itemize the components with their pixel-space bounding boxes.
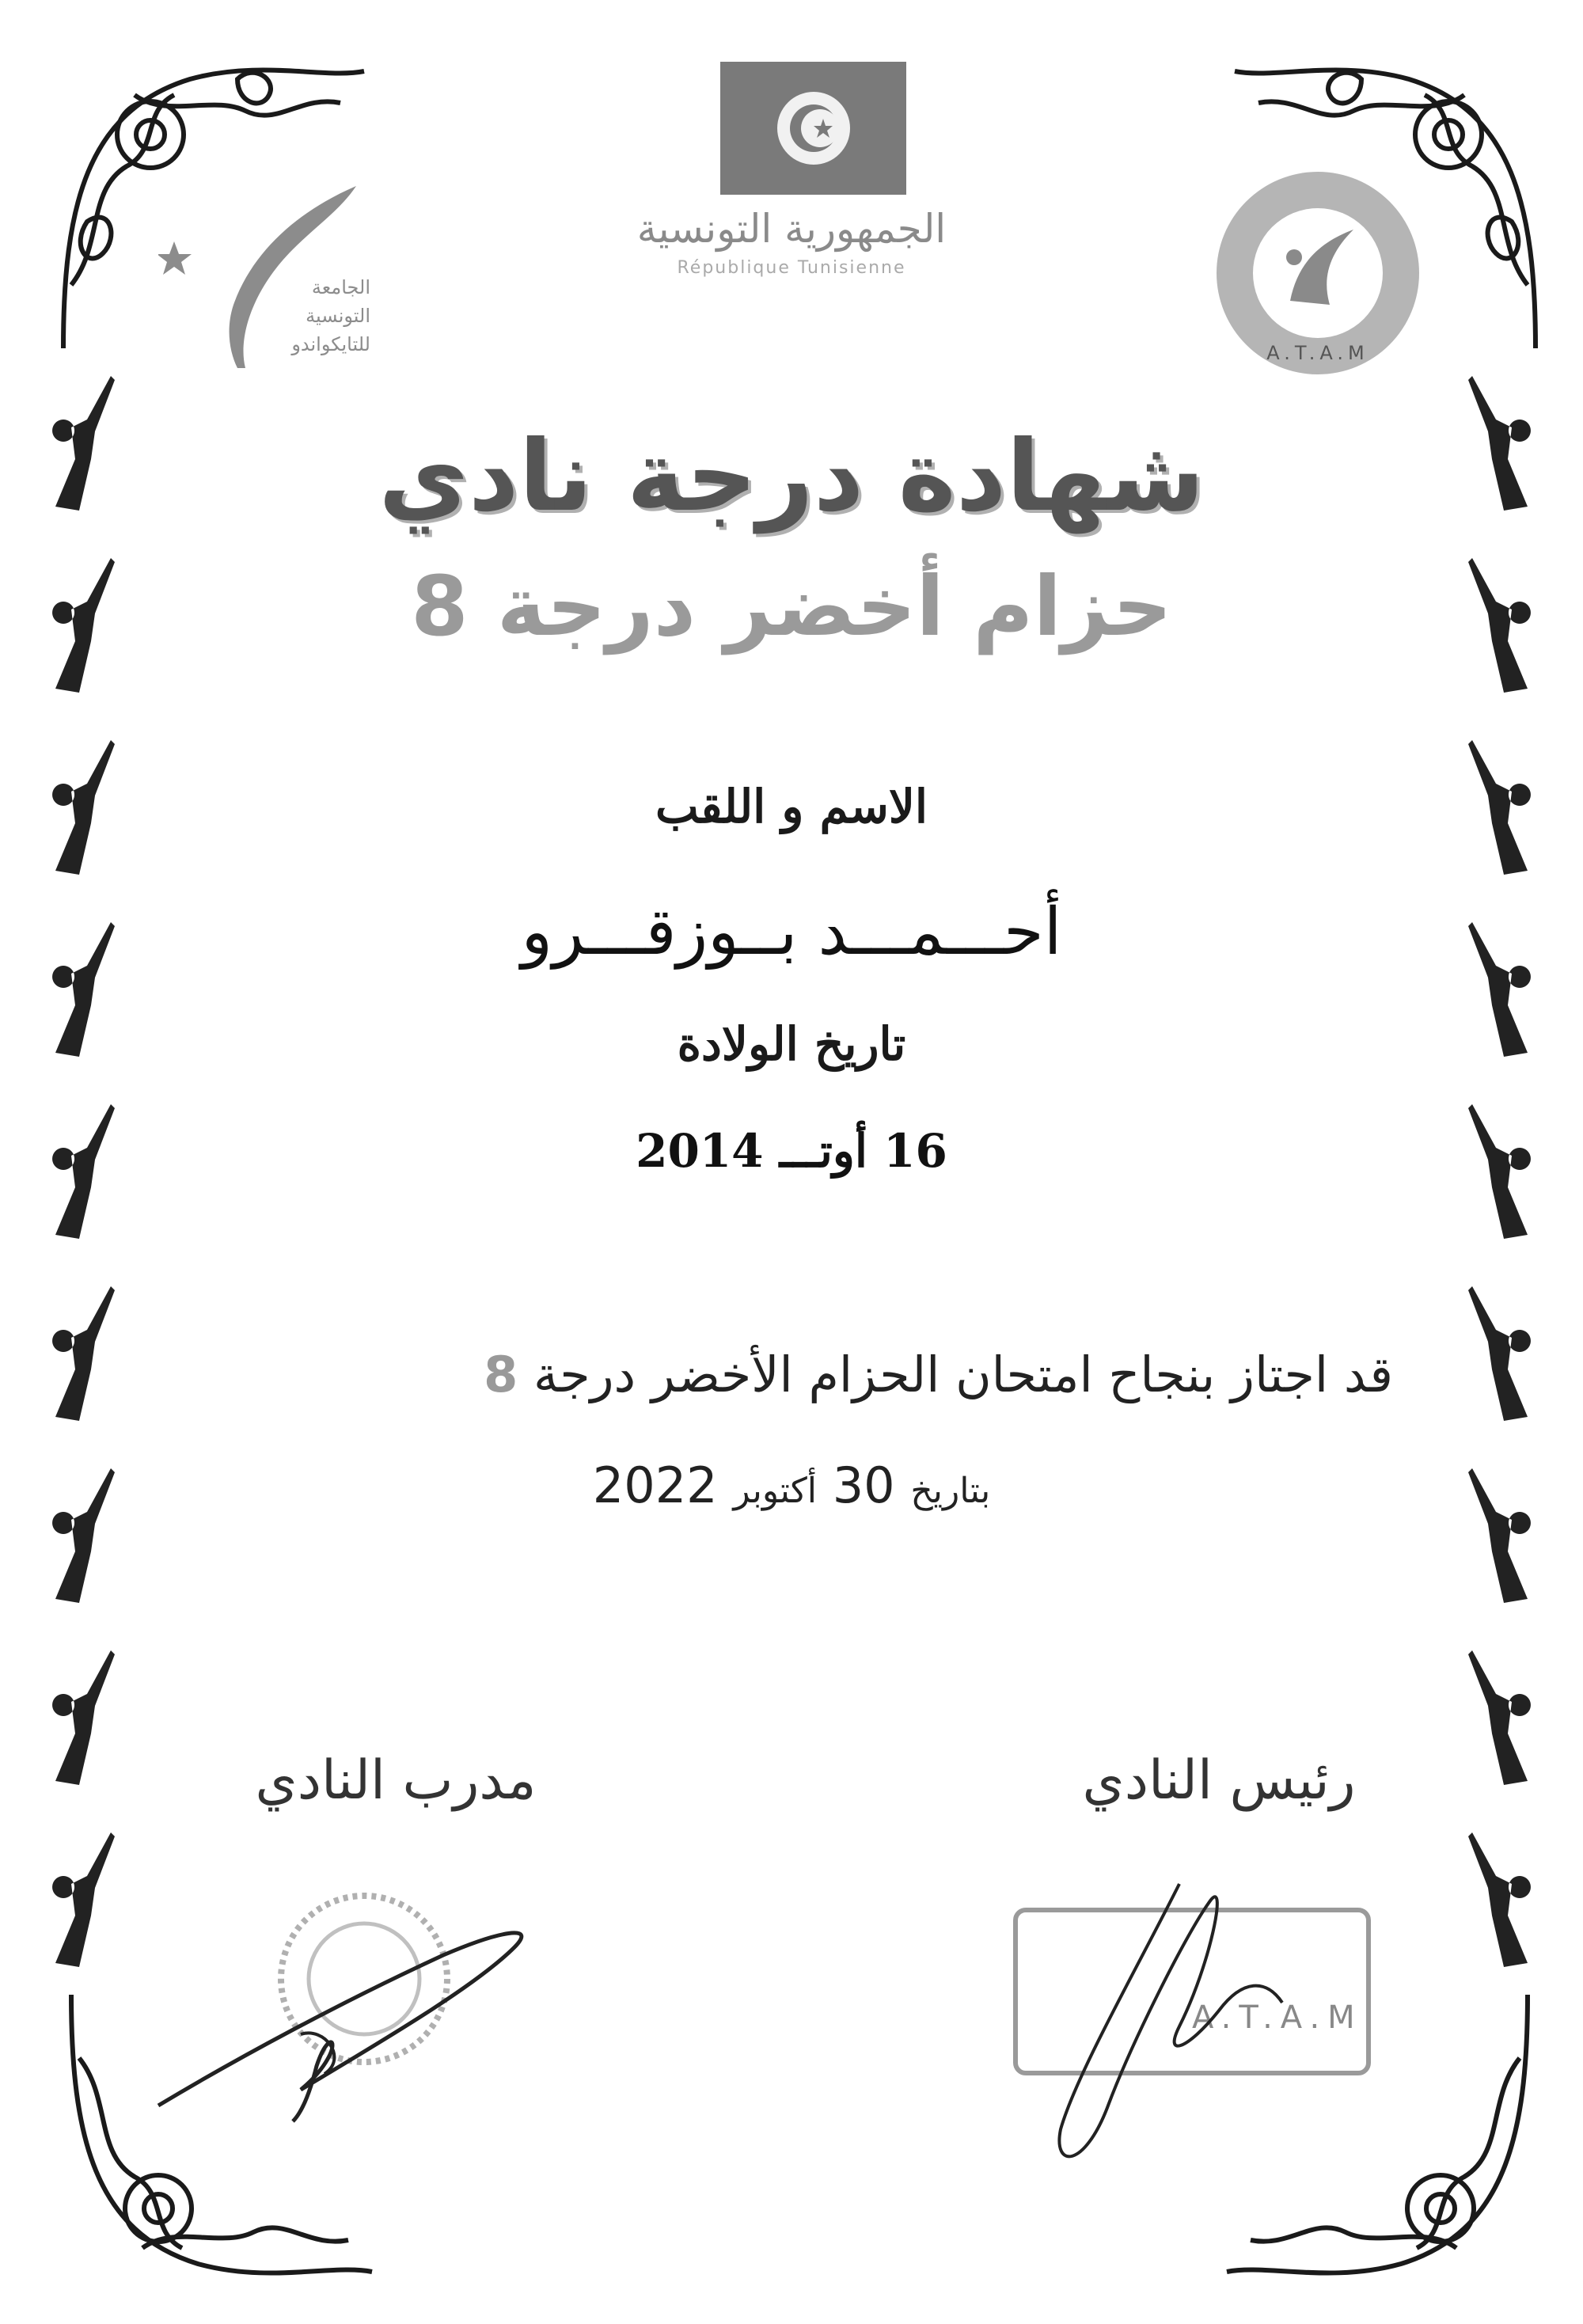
taekwondo-kicker-icon	[40, 1828, 127, 1971]
exam-date-year: 2022	[592, 1456, 718, 1514]
name-label: الاسم و اللقب	[655, 780, 928, 834]
atam-logo	[1211, 166, 1425, 380]
federation-logo	[158, 178, 372, 384]
exam-date-day: 30	[832, 1456, 895, 1514]
taekwondo-kicker-icon	[1456, 1828, 1543, 1971]
dob-label: تاريخ الولادة	[677, 1017, 906, 1071]
taekwondo-kicker-icon	[1456, 1464, 1543, 1607]
federation-line-1: الجامعة	[311, 276, 370, 298]
atam-label: A.T.A.M	[1266, 342, 1369, 364]
republic-arabic: الجمهورية التونسية	[636, 206, 947, 252]
coach-label: مدرب النادي	[255, 1749, 537, 1812]
taekwondo-kicker-icon	[40, 1646, 127, 1789]
flag-crescent-icon	[777, 92, 850, 165]
certificate-subtitle: حزام أخضر درجة 8	[411, 558, 1172, 655]
taekwondo-kicker-icon	[1456, 1646, 1543, 1789]
round-stamp-icon	[261, 1884, 467, 2074]
certificate-title: شهادة درجة نادي	[378, 420, 1205, 534]
taekwondo-kicker-icon	[40, 1464, 127, 1607]
exam-date	[554, 1456, 1029, 1514]
federation-name	[252, 273, 370, 359]
dob-value: 16 أوتـــ 2014	[636, 1124, 947, 1178]
tunisia-flag	[720, 62, 906, 195]
coach-stamp	[261, 1884, 467, 2074]
president-stamp	[1013, 1908, 1371, 2075]
taekwondo-kicker-icon	[40, 1282, 127, 1425]
president-label: رئيس النادي	[1082, 1749, 1356, 1812]
exam-date-prefix: بتاريخ	[910, 1471, 991, 1511]
president-stamp-text: A.T.A.M	[1192, 1999, 1363, 2036]
republic-french: République Tunisienne	[677, 258, 906, 278]
passed-grade: 8	[484, 1346, 518, 1403]
passed-text: قد اجتاز بنجاح امتحان الحزام الأخضر درجة	[533, 1346, 1393, 1403]
federation-line-3: للتايكواندو	[291, 333, 370, 355]
taekwondo-kicker-icon	[1456, 1282, 1543, 1425]
federation-line-2: التونسية	[306, 305, 370, 327]
name-value: أحـــمـــد بــوزقـــرو	[521, 894, 1062, 970]
passed-statement	[396, 1346, 1393, 1403]
exam-date-month: أكتوبر	[733, 1471, 818, 1511]
